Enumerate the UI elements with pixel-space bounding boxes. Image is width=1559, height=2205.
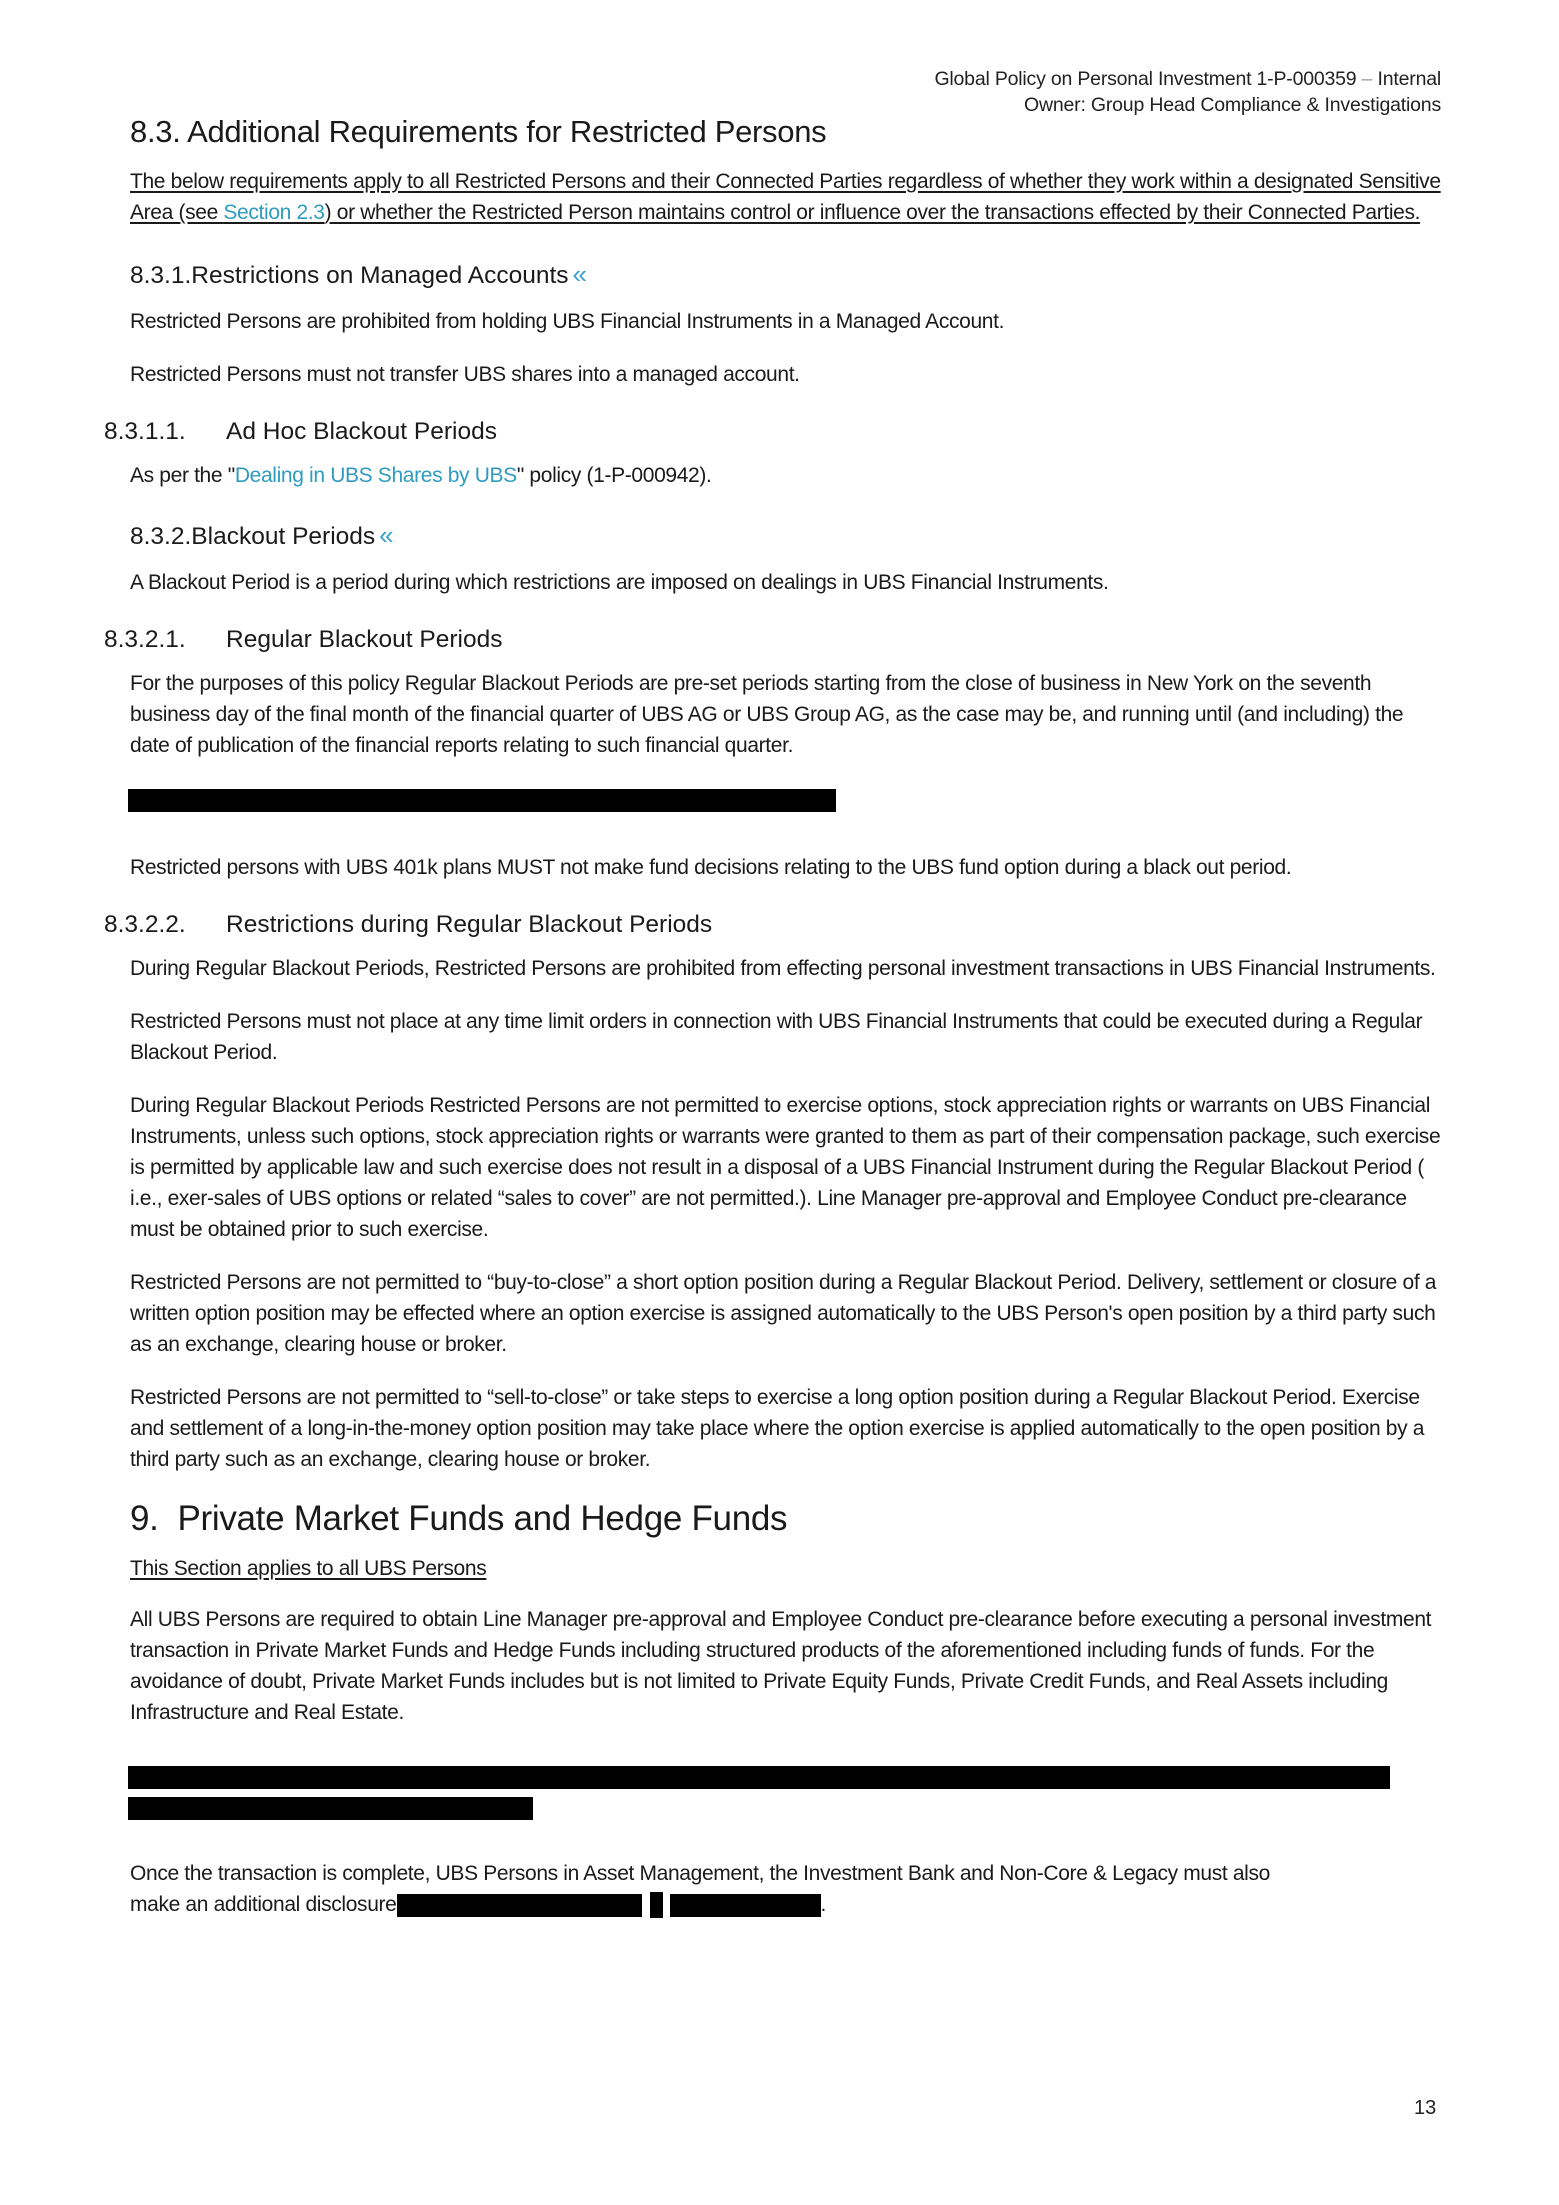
redaction-bar <box>128 1797 533 1820</box>
document-header <box>934 66 1441 118</box>
section-8-3-2-heading: 8.3.2.Blackout Periods « <box>130 520 394 550</box>
section-8-3-intro: The below requirements apply to all Restricted Persons and their Connected Parties regardless of whether they work within a designated Sensitive Area (see Section 2.3) or whether the Restricted Person maintains control or influence over the transactions effected by their Connected Parties. <box>130 170 1441 224</box>
section-9-para-2: Once the transaction is complete, UBS Persons in Asset Management, the Investment Bank and Non-Core & Legacy must also make an additional disclosure . <box>130 1862 1270 1916</box>
page-number: 13 <box>1414 2097 1437 2119</box>
back-to-top-icon[interactable]: « <box>379 520 394 550</box>
section-8-3-2-2-para: During Regular Blackout Periods, Restricted Persons are prohibited from effecting personal investment transactions in UBS Financial Instruments. <box>130 957 1436 980</box>
section-8-3-1-para-1: Restricted Persons are prohibited from holding UBS Financial Instruments in a Managed Account. <box>130 310 1005 333</box>
section-2-3-link[interactable]: Section 2.3 <box>223 201 325 224</box>
section-8-3-2-1-para-2: Restricted persons with UBS 401k plans MUST not make fund decisions relating to the UBS fund option during a black out period. <box>130 856 1292 879</box>
section-8-3-1-1-heading: 8.3.1.1. Ad Hoc Blackout Periods <box>104 418 497 445</box>
redaction-bar <box>397 1894 642 1917</box>
redaction-bar <box>670 1894 821 1917</box>
section-9-para-1: All UBS Persons are required to obtain Line Manager pre-approval and Employee Conduct pre-clearance before executing a personal investment transaction in Private Market Funds and Hedge Funds including structured products of the aforementioned including funds of funds. For the avoidance of doubt, Private Market Funds includes but is not limited to Private Equity Funds, Private Credit Funds, and Real Assets including Infrastructure and Real Estate. <box>130 1608 1432 1724</box>
section-8-3-2-2-para: During Regular Blackout Periods Restricted Persons are not permitted to exercise options, stock appreciation rights or warrants on UBS Financial Instruments, unless such options, stock appreciation rights or warrants were granted to them as part of their compensation package, such exercise is permitted by applicable law and such exercise does not result in a disposal of a UBS Financial Instrument during the Regular Blackout Period ( i.e., exer-sales of UBS options or related “sales to cover” are not permitted.). Line Manager pre-approval and Employee Conduct pre-clearance must be obtained prior to such exercise. <box>130 1094 1441 1241</box>
section-9-heading: 9. Private Market Funds and Hedge Funds <box>130 1499 788 1538</box>
back-to-top-icon[interactable]: « <box>572 259 588 289</box>
section-8-3-heading: 8.3. Additional Requirements for Restricted Persons <box>130 114 827 149</box>
dealing-in-ubs-shares-link[interactable]: Dealing in UBS Shares by UBS <box>234 464 517 487</box>
section-8-3-2-1-para-1: For the purposes of this policy Regular Blackout Periods are pre-set periods starting from the close of business in New York on the seventh business day of the final month of the financial quarter of UBS AG or UBS Group AG, as the case may be, and running until (and including) the date of publication of the financial reports relating to such financial quarter. <box>130 672 1404 757</box>
document-body <box>104 112 1442 1942</box>
redaction-bar <box>128 1766 1390 1789</box>
section-8-3-1-1-text: As per the "Dealing in UBS Shares by UBS" policy (1-P-000942). <box>130 464 712 487</box>
section-8-3-2-2-para: Restricted Persons must not place at any time limit orders in connection with UBS Financial Instruments that could be executed during a Regular Blackout Period. <box>130 1010 1423 1064</box>
section-8-3-2-2-heading: 8.3.2.2. Restrictions during Regular Blackout Periods <box>104 911 713 938</box>
section-8-3-2-1-heading: 8.3.2.1. Regular Blackout Periods <box>104 626 503 653</box>
section-8-3-1-heading: 8.3.1.Restrictions on Managed Accounts « <box>130 259 588 289</box>
header-owner-line: Owner: Group Head Compliance & Investigations <box>1024 94 1441 116</box>
section-9-applies: This Section applies to all UBS Persons <box>130 1557 487 1580</box>
section-8-3-2-2-para: Restricted Persons are not permitted to “sell-to-close” or take steps to exercise a long option position during a Regular Blackout Period. Exercise and settlement of a long-in-the-money option position may take place where the option exercise is applied automatically to the open position by a third party such as an exchange, clearing house or broker. <box>130 1386 1425 1471</box>
redaction-bar <box>128 789 836 812</box>
redaction-bar <box>650 1892 663 1918</box>
section-8-3-2-2-para: Restricted Persons are not permitted to “buy-to-close” a short option position during a Regular Blackout Period. Delivery, settlement or closure of a written option position may be effected where an option exercise is assigned automatically to the UBS Person's open position by a third party such as an exchange, clearing house or broker. <box>130 1271 1437 1356</box>
header-policy-line: Global Policy on Personal Investment 1-P-000359 – Internal <box>934 68 1441 90</box>
section-8-3-1-para-2: Restricted Persons must not transfer UBS shares into a managed account. <box>130 363 800 386</box>
section-8-3-2-para-1: A Blackout Period is a period during which restrictions are imposed on dealings in UBS Financial Instruments. <box>130 571 1109 594</box>
